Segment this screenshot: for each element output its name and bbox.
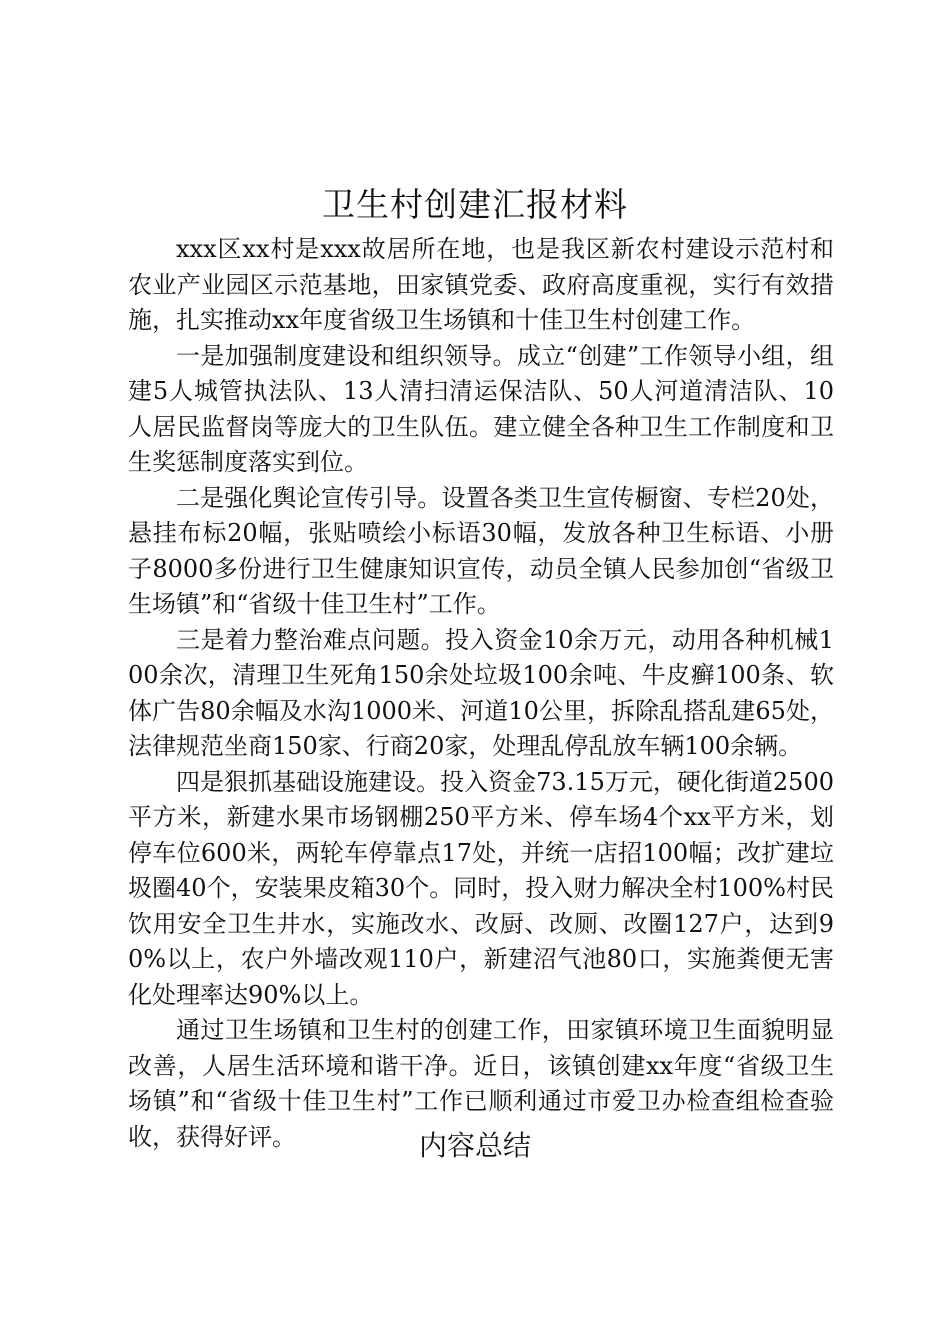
paragraph-conclusion: 通过卫生场镇和卫生村的创建工作，田家镇环境卫生面貌明显改善，人居生活环境和谐干净。近日，该镇创建xx年度“省级卫生场镇”和“省级十佳卫生村”工作已顺利通过市爱卫办检查组检查验收，获得好评。 [128, 1016, 834, 1151]
paragraph-intro: xxx区xx村是xxx故居所在地，也是我区新农村建设示范村和农业产业园区示范基地，田家镇党委、政府高度重视，实行有效措施，扎实推动xx年度省级卫生场镇和十佳卫生村创建工作。 [128, 235, 834, 334]
paragraph-infrastructure: 四是狠抓基础设施建设。投入资金73.15万元，硬化街道2500平方米，新建水果市场钢棚250平方米、停车场4个xx平方米，划停车位600米，两轮车停靠点17处，并统一店招100幅；改扩建垃圾圈40个，安装果皮箱30个。同时，投入财力解决全村100%村民饮用安全卫生井水，实施改水、改厨、改厕、改圈127户，达到90%以上，农户外墙改观110户，新建沼气池80口，实施粪便无害化处理率达90%以上。 [128, 767, 834, 1009]
paragraph-organization: 一是加强制度建设和组织领导。成立“创建”工作领导小组，组建5人城管执法队、13人清扫清运保洁队、50人河道清洁队、10人居民监督岗等庞大的卫生队伍。建立健全各种卫生工作制度和卫生奖惩制度落实到位。 [128, 341, 834, 476]
paragraph-rectification: 三是着力整治难点问题。投入资金10余万元，动用各种机械100余次，清理卫生死角150余处垃圾100余吨、牛皮癣100条、软体广告80余幅及水沟1000米、河道10公里，拆除乱搭乱建65处，法律规范坐商150家、行商20家，处理乱停乱放车辆100余辆。 [128, 625, 834, 760]
document-body [128, 232, 834, 1155]
document-title: 卫生村创建汇报材料 [322, 185, 628, 224]
paragraph-publicity: 二是强化舆论宣传引导。设置各类卫生宣传橱窗、专栏20处，悬挂布标20幅，张贴喷绘小标语30幅，发放各种卫生标语、小册子8000多份进行卫生健康知识宣传，动员全镇人民参加创“省级卫生场镇”和“省级十佳卫生村”工作。 [128, 483, 834, 618]
summary-heading: 内容总结 [418, 1129, 531, 1162]
